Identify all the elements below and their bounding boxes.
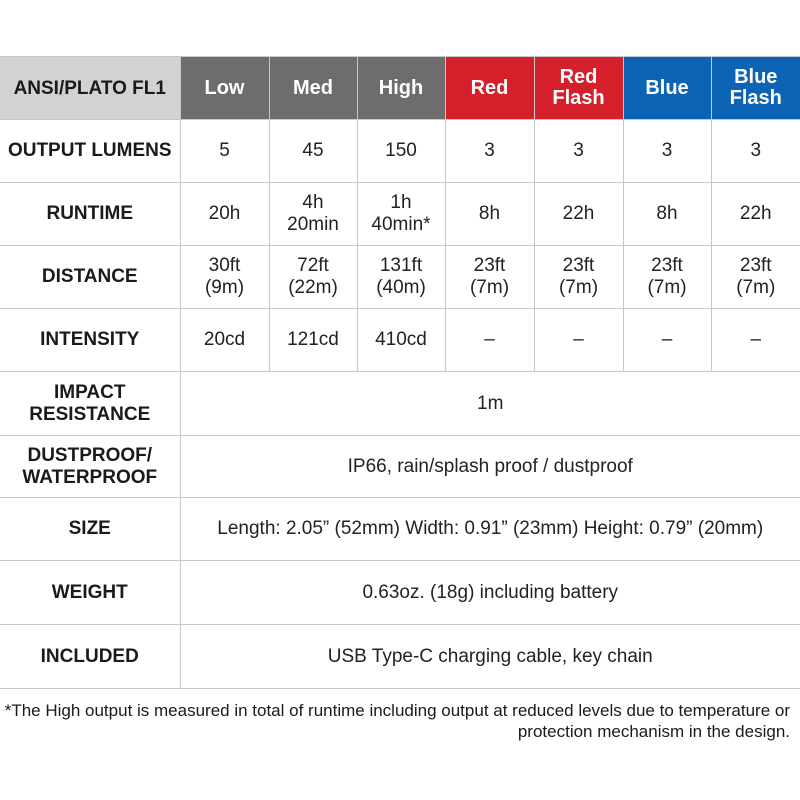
header-row xyxy=(0,57,800,120)
cell-red-flash: – xyxy=(534,309,623,372)
cell-red: – xyxy=(445,309,534,372)
row-output-lumens xyxy=(0,120,800,183)
cell-blue-flash: 22h xyxy=(711,183,800,246)
cell-blue: 8h xyxy=(623,183,711,246)
cell-value: 1m xyxy=(180,372,800,436)
cell-med: 72ft (22m) xyxy=(269,246,357,309)
cell-med: 45 xyxy=(269,120,357,183)
cell-blue: 23ft (7m) xyxy=(623,246,711,309)
row-label: IMPACT RESISTANCE xyxy=(0,372,180,436)
header-red: Red xyxy=(445,57,534,120)
row-label: DUSTPROOF/ WATERPROOF xyxy=(0,436,180,498)
header-med: Med xyxy=(269,57,357,120)
header-low: Low xyxy=(180,57,269,120)
header-blue: Blue xyxy=(623,57,711,120)
row-dustproof-waterproof xyxy=(0,436,800,498)
cell-blue: – xyxy=(623,309,711,372)
row-intensity xyxy=(0,309,800,372)
cell-red: 3 xyxy=(445,120,534,183)
cell-high: 410cd xyxy=(357,309,445,372)
row-distance xyxy=(0,246,800,309)
cell-low: 30ft (9m) xyxy=(180,246,269,309)
row-label: INCLUDED xyxy=(0,625,180,689)
row-label: SIZE xyxy=(0,498,180,561)
row-label: OUTPUT LUMENS xyxy=(0,120,180,183)
row-label: WEIGHT xyxy=(0,561,180,625)
cell-blue-flash: 3 xyxy=(711,120,800,183)
cell-high: 1h 40min* xyxy=(357,183,445,246)
row-included xyxy=(0,625,800,689)
row-label: DISTANCE xyxy=(0,246,180,309)
footnote-line-2: protection mechanism in the design. xyxy=(517,722,790,741)
header-high: High xyxy=(357,57,445,120)
cell-blue-flash: – xyxy=(711,309,800,372)
cell-red: 23ft (7m) xyxy=(445,246,534,309)
row-label: INTENSITY xyxy=(0,309,180,372)
cell-low: 5 xyxy=(180,120,269,183)
footnote xyxy=(0,700,790,742)
row-runtime xyxy=(0,183,800,246)
header-standard: ANSI/PLATO FL1 xyxy=(0,57,180,120)
row-size xyxy=(0,498,800,561)
cell-value: Length: 2.05” (52mm) Width: 0.91” (23mm) Height: 0.79” (20mm) xyxy=(180,498,800,561)
cell-red-flash: 22h xyxy=(534,183,623,246)
spec-table xyxy=(0,56,800,689)
cell-red: 8h xyxy=(445,183,534,246)
cell-high: 131ft (40m) xyxy=(357,246,445,309)
cell-med: 121cd xyxy=(269,309,357,372)
cell-low: 20h xyxy=(180,183,269,246)
row-weight xyxy=(0,561,800,625)
cell-value: 0.63oz. (18g) including battery xyxy=(180,561,800,625)
row-label: RUNTIME xyxy=(0,183,180,246)
cell-blue: 3 xyxy=(623,120,711,183)
cell-red-flash: 3 xyxy=(534,120,623,183)
row-impact-resistance xyxy=(0,372,800,436)
cell-blue-flash: 23ft (7m) xyxy=(711,246,800,309)
header-blue-flash: Blue Flash xyxy=(711,57,800,120)
cell-value: USB Type-C charging cable, key chain xyxy=(180,625,800,689)
cell-red-flash: 23ft (7m) xyxy=(534,246,623,309)
footnote-line-1: *The High output is measured in total of runtime including output at reduced levels due to temperature or xyxy=(4,701,790,720)
cell-low: 20cd xyxy=(180,309,269,372)
header-red-flash: Red Flash xyxy=(534,57,623,120)
cell-high: 150 xyxy=(357,120,445,183)
cell-value: IP66, rain/splash proof / dustproof xyxy=(180,436,800,498)
cell-med: 4h 20min xyxy=(269,183,357,246)
